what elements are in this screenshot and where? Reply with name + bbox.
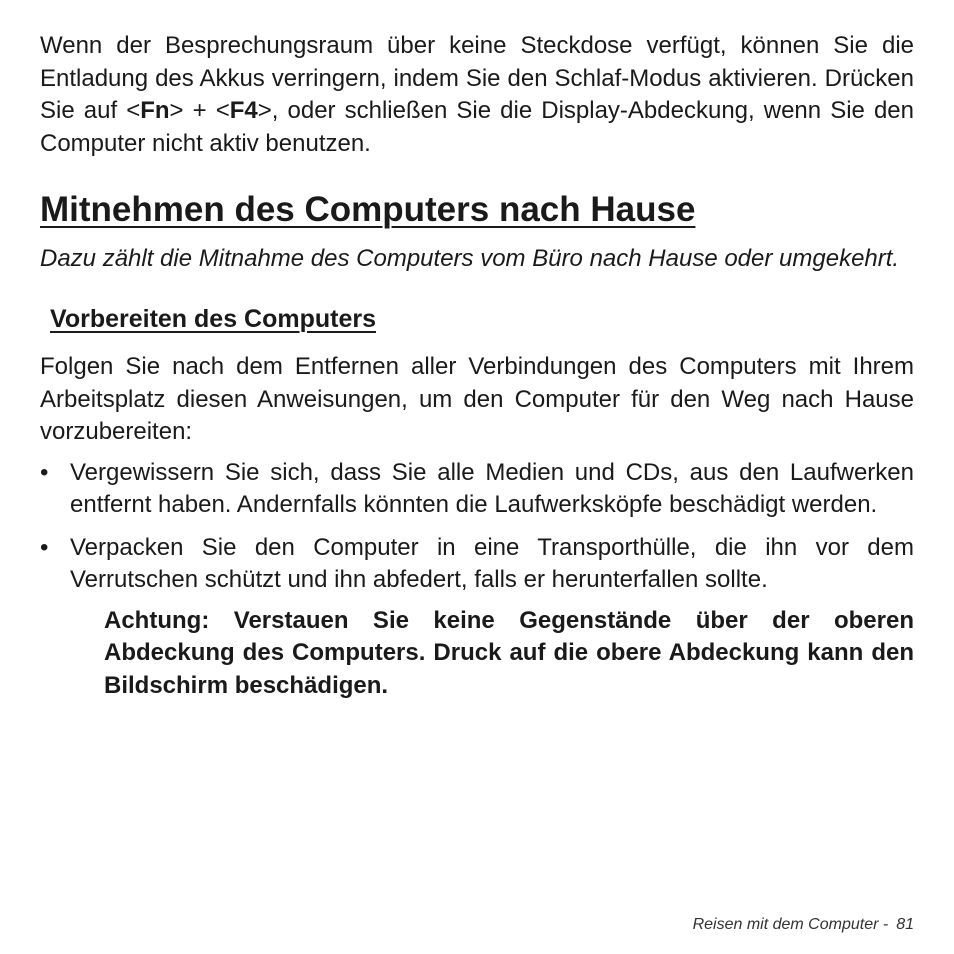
body-paragraph: Folgen Sie nach dem Entfernen aller Verbindungen des Computers mit Ihrem Arbeitsplatz diesen Anweisungen, um den Computer für den Weg nach Hause vorzubereiten:	[40, 353, 914, 445]
paragraph-text-a: Wenn der Besprechungsraum über keine Steckdose verfügt, können Sie die Entladung des Akkus verringern, indem Sie den Schlaf-Modus aktivieren. Drücken Sie auf <	[40, 32, 914, 124]
list-item	[40, 457, 914, 522]
footer-section-title: Reisen mit dem Computer -	[692, 916, 889, 933]
document-page	[40, 30, 914, 702]
list-item-text: Verpacken Sie den Computer in eine Transporthülle, die ihn vor dem Verrutschen schützt und ihn abfedert, falls er herunterfallen sollte.	[70, 533, 914, 593]
warning-note: Achtung: Verstauen Sie keine Gegenstände über der oberen Abdeckung des Computers. Druck auf die obere Abdeckung kann den Bildschirm beschädigen.	[104, 606, 914, 699]
subsection-heading: Vorbereiten des Computers	[50, 305, 377, 333]
section-intro: Dazu zählt die Mitnahme des Computers vom Büro nach Hause oder umgekehrt.	[40, 245, 900, 272]
page-footer	[693, 916, 914, 934]
intro-paragraph	[40, 30, 914, 160]
key-f4: F4	[229, 97, 258, 124]
bullet-icon: •	[40, 533, 49, 561]
key-fn: Fn	[140, 97, 170, 124]
paragraph-text-b: > + <	[169, 97, 230, 124]
list-item-text: Vergewissern Sie sich, dass Sie alle Medien und CDs, aus den Laufwerken entfernt haben. Andernfalls könnten die Laufwerksköpfe beschädigt werden.	[70, 458, 914, 518]
paragraph-text-c: >, oder schließen Sie die Display-Abdeckung, wenn Sie den Computer nicht aktiv benutzen.	[40, 97, 915, 157]
section-heading: Mitnehmen des Computers nach Hause	[40, 190, 696, 229]
list-item	[40, 532, 914, 597]
page-number: 81	[896, 916, 914, 933]
bullet-list	[40, 457, 914, 597]
bullet-icon: •	[40, 458, 49, 486]
